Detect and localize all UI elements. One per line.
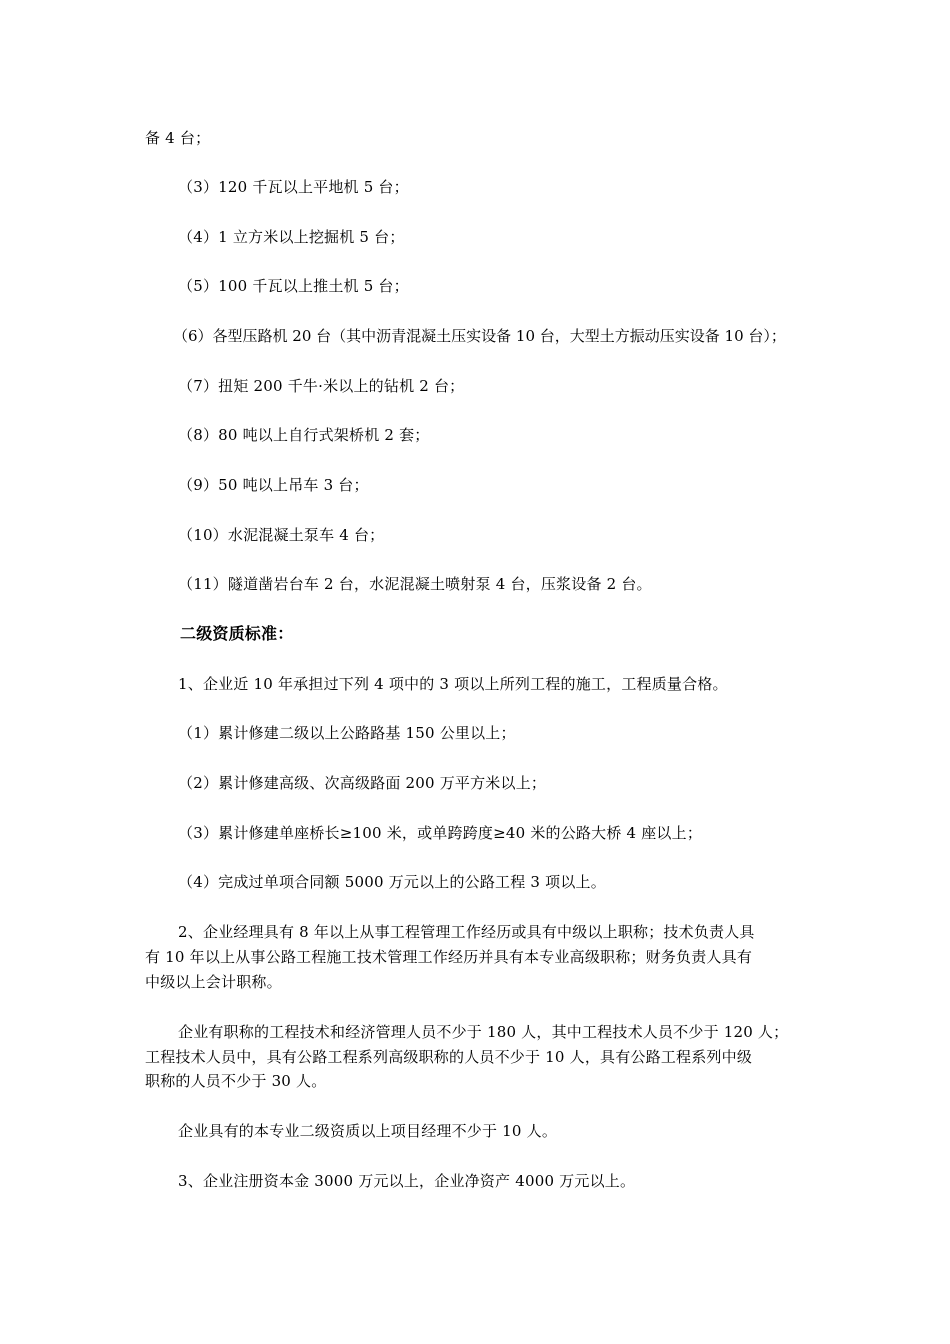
list-item: （5）100 千瓦以上推土机 5 台； [178,277,409,295]
text-line: 工程技术人员中，具有公路工程系列高级职称的人员不少于 10 人，具有公路工程系列中级 [145,1048,753,1066]
list-item: （2）累计修建高级、次高级路面 200 万平方米以上； [178,774,547,792]
list-item: （7）扭矩 200 千牛·米以上的钻机 2 台； [178,377,465,395]
list-item: （3）累计修建单座桥长≥100 米，或单跨跨度≥40 米的公路大桥 4 座以上； [178,824,703,842]
list-item: （10）水泥混凝土泵车 4 台； [178,526,385,544]
text-line: 中级以上会计职称。 [145,973,282,991]
text-line: 2、企业经理具有 8 年以上从事工程管理工作经历或具有中级以上职称；技术负责人具 [178,923,755,941]
list-item: （9）50 吨以上吊车 3 台； [178,476,369,494]
text-line: 企业具有的本专业二级资质以上项目经理不少于 10 人。 [178,1122,558,1140]
text-line: 企业有职称的工程技术和经济管理人员不少于 180 人，其中工程技术人员不少于 120 人； [178,1023,789,1041]
list-item: （3）120 千瓦以上平地机 5 台； [178,178,409,196]
section-heading: 二级资质标准： [180,624,294,643]
list-item: （8）80 吨以上自行式架桥机 2 套； [178,426,430,444]
list-item: （4）1 立方米以上挖掘机 5 台； [178,228,405,246]
list-item: （6）各型压路机 20 台（其中沥青混凝土压实设备 10 台，大型土方振动压实设备 10 台）； [173,327,786,345]
text-line: 1、企业近 10 年承担过下列 4 项中的 3 项以上所列工程的施工，工程质量合格。 [178,675,728,693]
text-line: 备 4 台； [145,129,211,147]
list-item: （1）累计修建二级以上公路路基 150 公里以上； [178,724,516,742]
text-line: 职称的人员不少于 30 人。 [145,1072,327,1090]
list-item: （4）完成过单项合同额 5000 万元以上的公路工程 3 项以上。 [178,873,606,891]
text-line: 有 10 年以上从事公路工程施工技术管理工作经历并具有本专业高级职称；财务负责人具有 [145,948,753,966]
list-item: （11）隧道凿岩台车 2 台，水泥混凝土喷射泵 4 台，压浆设备 2 台。 [178,575,652,593]
text-line: 3、企业注册资本金 3000 万元以上，企业净资产 4000 万元以上。 [178,1172,636,1190]
